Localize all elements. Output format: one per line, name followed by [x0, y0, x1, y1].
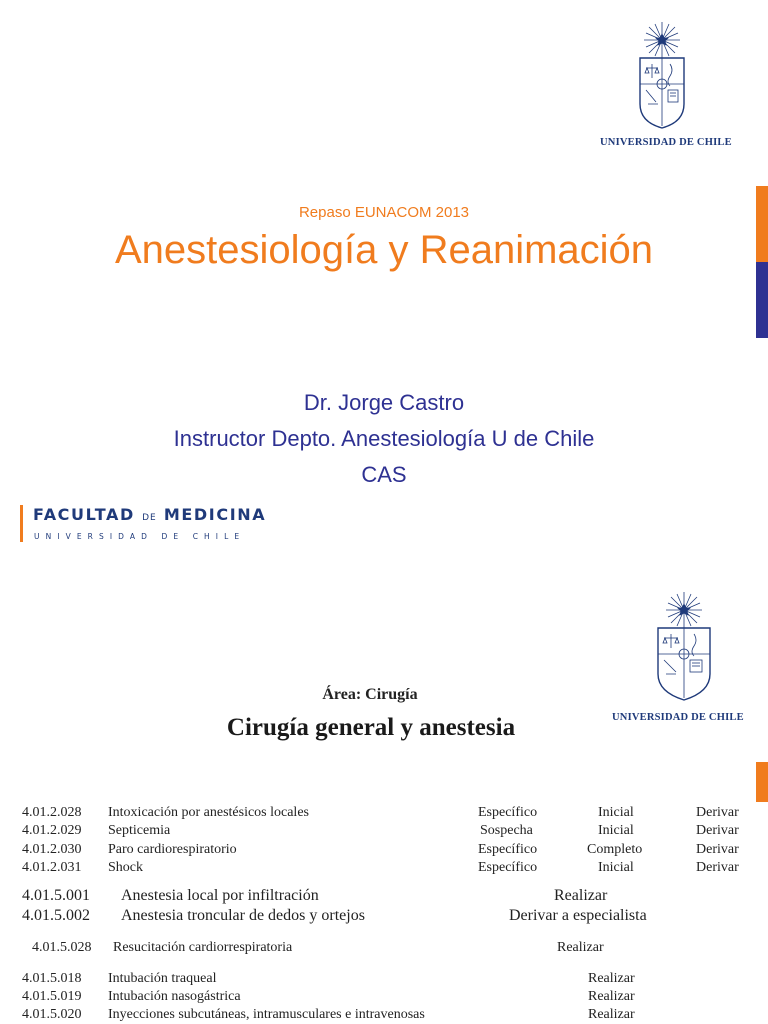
row-code: 4.01.5.018 [22, 971, 82, 986]
row-followup: Derivar [696, 842, 739, 857]
row-description: Intubación traqueal [108, 971, 217, 986]
logo-caption: UNIVERSIDAD DE CHILE [600, 137, 732, 148]
row-description: Anestesia troncular de dedos y ortejos [121, 907, 365, 924]
row-diagnosis: Específico [478, 842, 538, 857]
row-followup: Derivar [696, 805, 739, 820]
medicina-word: MEDICINA [163, 505, 267, 524]
row-diagnosis: Específico [478, 805, 538, 820]
area-label: Área: Cirugía [322, 686, 418, 703]
author-organization: CAS [361, 462, 407, 487]
row-diagnosis: Sospecha [480, 823, 533, 838]
accent-bar-orange [756, 762, 768, 802]
row-code: 4.01.5.028 [32, 940, 92, 955]
row-code: 4.01.5.020 [22, 1007, 82, 1022]
row-description: Septicemia [108, 823, 171, 838]
row-action: Realizar [588, 989, 635, 1004]
row-code: 4.01.5.002 [22, 907, 90, 924]
row-code: 4.01.2.030 [22, 842, 82, 857]
row-action: Derivar a especialista [509, 907, 647, 924]
row-treatment: Inicial [598, 823, 634, 838]
row-description: Inyecciones subcutáneas, intramusculares e intravenosas [108, 1007, 425, 1022]
content-slide [0, 576, 768, 1024]
row-code: 4.01.2.031 [22, 860, 82, 875]
row-treatment: Completo [587, 842, 643, 857]
area-title: Cirugía general y anestesia [226, 714, 516, 741]
facultad-logo-divider [20, 505, 23, 542]
row-code: 4.01.5.001 [22, 887, 90, 904]
row-code: 4.01.2.028 [22, 805, 82, 820]
facultad-university-line: UNIVERSIDAD DE CHILE [34, 532, 246, 541]
slide-subtitle: Repaso EUNACOM 2013 [298, 204, 470, 221]
row-action: Realizar [588, 971, 635, 986]
row-description: Paro cardiorespiratorio [108, 842, 237, 857]
row-followup: Derivar [696, 860, 739, 875]
row-treatment: Inicial [598, 805, 634, 820]
universidad-de-chile-logo [600, 18, 740, 148]
row-description: Anestesia local por infiltración [121, 887, 319, 904]
author-role: Instructor Depto. Anestesiología U de Chile [173, 426, 595, 451]
row-treatment: Inicial [598, 860, 634, 875]
row-description: Intoxicación por anestésicos locales [108, 805, 309, 820]
university-crest-icon [600, 18, 740, 136]
row-code: 4.01.5.019 [22, 989, 82, 1004]
facultad-word: FACULTAD [33, 505, 135, 524]
facultad-de: DE [142, 513, 157, 523]
row-description: Resucitación cardiorrespiratoria [113, 940, 293, 955]
logo-caption: UNIVERSIDAD DE CHILE [612, 712, 744, 723]
row-action: Realizar [557, 940, 604, 955]
row-diagnosis: Específico [478, 860, 538, 875]
accent-bar-blue [756, 262, 768, 338]
slide-title: Anestesiología y Reanimación [114, 228, 654, 272]
row-action: Realizar [588, 1007, 635, 1022]
row-description: Intubación nasogástrica [108, 989, 241, 1004]
row-followup: Derivar [696, 823, 739, 838]
author-name: Dr. Jorge Castro [303, 390, 465, 415]
row-description: Shock [108, 860, 143, 875]
row-action: Realizar [554, 887, 608, 904]
row-code: 4.01.2.029 [22, 823, 82, 838]
